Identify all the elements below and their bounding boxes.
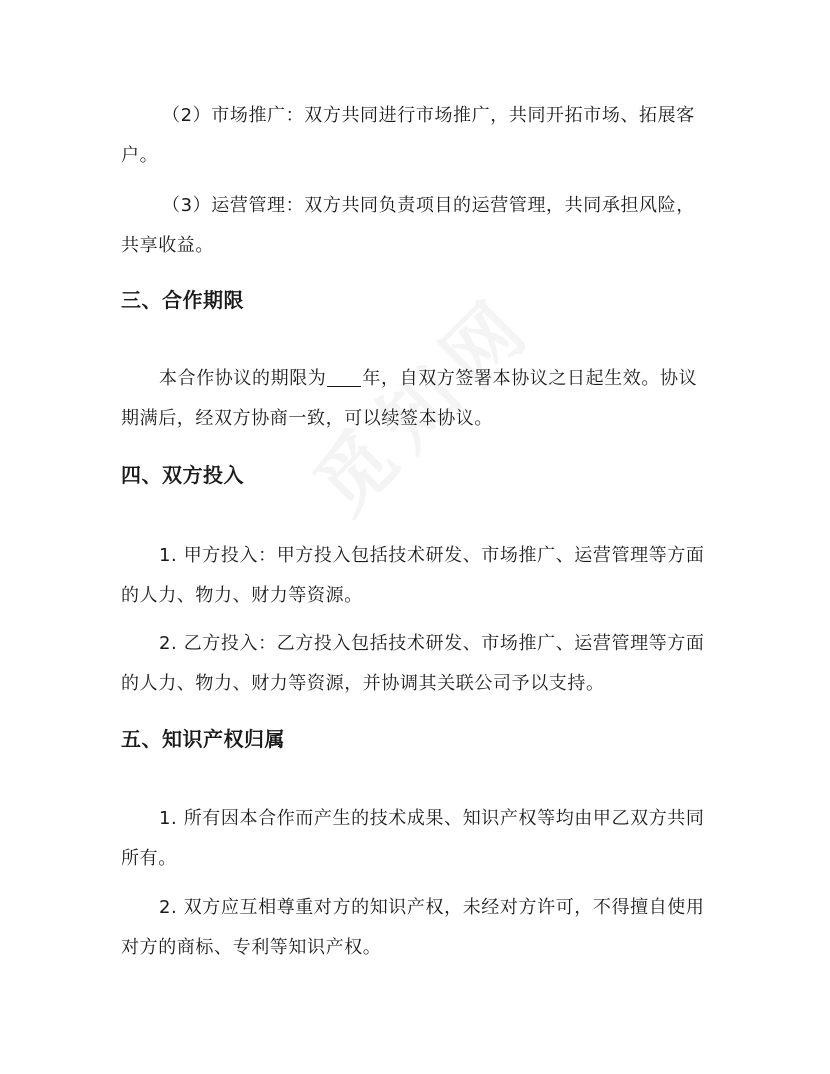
section-heading-cooperation-term: 三、合作期限 <box>121 288 244 312</box>
section-heading-investment: 四、双方投入 <box>121 463 244 487</box>
term-text-after: 年，自双方签署本协议之日起生效。协议期满后，经双方协商一致，可以续签本协议。 <box>121 368 698 429</box>
clause-operation-management: （3）运营管理：双方共同负责项目的运营管理，共同承担风险，共享收益。 <box>121 195 695 256</box>
clause-cooperation-term <box>121 359 711 439</box>
clause-ip-joint-ownership: 1. 所有因本合作而产生的技术成果、知识产权等均由甲乙双方共同所有。 <box>121 808 705 869</box>
section-heading-ip-ownership: 五、知识产权归属 <box>121 727 285 751</box>
term-text-before: 本合作协议的期限为 <box>159 368 327 389</box>
term-years-blank <box>327 368 361 387</box>
clause-market-promotion: （2）市场推广：双方共同进行市场推广，共同开拓市场、拓展客户。 <box>121 105 695 166</box>
clause-ip-respect: 2. 双方应互相尊重对方的知识产权，未经对方许可，不得擅自使用对方的商标、专利等知识产权。 <box>121 897 705 958</box>
clause-party-b-investment: 2. 乙方投入：乙方投入包括技术研发、市场推广、运营管理等方面的人力、物力、财力等资源，并协调其关联公司予以支持。 <box>121 633 705 694</box>
clause-party-a-investment: 1. 甲方投入：甲方投入包括技术研发、市场推广、运营管理等方面的人力、物力、财力等资源。 <box>121 545 705 606</box>
